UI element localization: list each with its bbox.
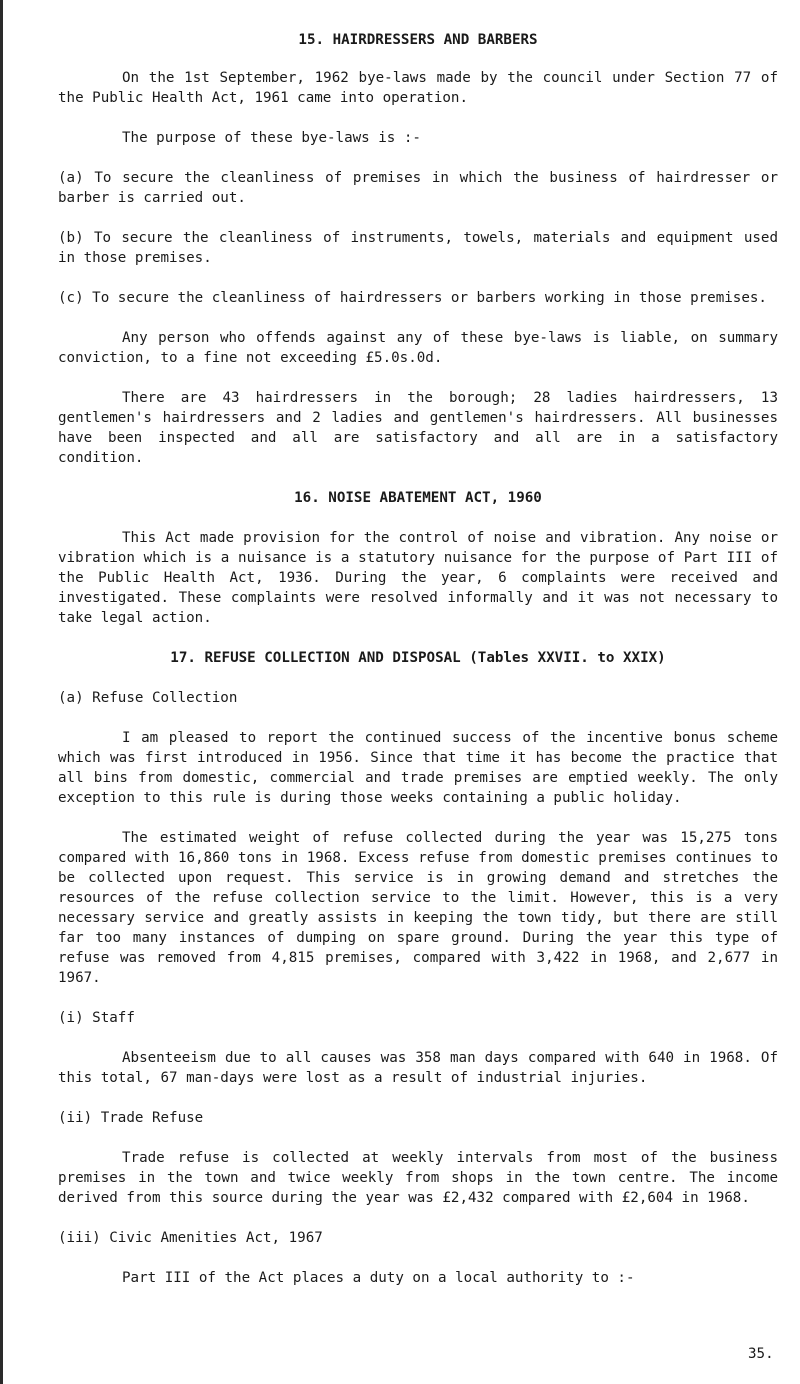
section-17-staff: Absenteeism due to all causes was 358 man days compared with 640 in 1968. Of this total, 67 man-days were lost as a result of industrial injuries. [58,1050,778,1086]
section-17-trade: Trade refuse is collected at weekly intervals from most of the business premises in the town and twice weekly from shops in the town centre. The income derived from this source during the year was £2,432 compared with £2,604 in 1968. [58,1150,778,1206]
section-15-item-a: (a) To secure the cleanliness of premises in which the business of hairdresser or barber is carried out. [58,170,778,206]
section-17-sub-ii: (ii) Trade Refuse [58,1110,204,1126]
section-15-count: There are 43 hairdressers in the borough; 28 ladies hairdressers, 13 gentlemen's hairdressers and 2 ladies and gentlemen's hairdressers. All businesses have been inspected and all are satisfactory and all are in a satisfactory condition. [58,390,778,466]
section-15-item-c: (c) To secure the cleanliness of hairdressers or barbers working in those premises. [58,290,767,306]
section-17-sub-a: (a) Refuse Collection [58,690,238,706]
section-16-heading: 16. NOISE ABATEMENT ACT, 1960 [294,490,542,506]
section-17-heading: 17. REFUSE COLLECTION AND DISPOSAL (Tables XXVII. to XXIX) [170,650,666,666]
section-17-civic: Part III of the Act places a duty on a local authority to :- [122,1270,635,1286]
document-page [58,30,778,1288]
section-15-intro: On the 1st September, 1962 bye-laws made by the council under Section 77 of the Public Health Act, 1961 came into operation. [58,70,778,106]
section-17-sub-iii: (iii) Civic Amenities Act, 1967 [58,1230,323,1246]
section-17-sub-i: (i) Staff [58,1010,135,1026]
section-17-para-1: I am pleased to report the continued success of the incentive bonus scheme which was first introduced in 1956. Since that time it has become the practice that all bins from domestic, commercial and trade premises are emptied weekly. The only exception to this rule is during those weeks containing a public holiday. [58,730,778,806]
section-15-penalty: Any person who offends against any of these bye-laws is liable, on summary conviction, to a fine not exceeding £5.0s.0d. [58,330,778,366]
page-edge-shadow [0,0,3,1384]
page-number: 35. [748,1346,774,1362]
section-15-heading: 15. HAIRDRESSERS AND BARBERS [298,32,538,48]
section-15-item-b: (b) To secure the cleanliness of instruments, towels, materials and equipment used in those premises. [58,230,778,266]
section-15-purpose: The purpose of these bye-laws is :- [122,130,421,146]
section-17-para-2: The estimated weight of refuse collected during the year was 15,275 tons compared with 16,860 tons in 1968. Excess refuse from domestic premises continues to be collected upon request. This service is in growing demand and stretches the resources of the refuse collection service to the limit. However, this is a very necessary service and greatly assists in keeping the town tidy, but there are still far too many instances of dumping on spare ground. During the year this type of refuse was removed from 4,815 premises, compared with 3,422 in 1968, and 2,677 in 1967. [58,830,778,986]
section-16-body: This Act made provision for the control of noise and vibration. Any noise or vibration which is a nuisance is a statutory nuisance for the purpose of Part III of the Public Health Act, 1936. During the year, 6 complaints were received and investigated. These complaints were resolved informally and it was not necessary to take legal action. [58,530,778,626]
